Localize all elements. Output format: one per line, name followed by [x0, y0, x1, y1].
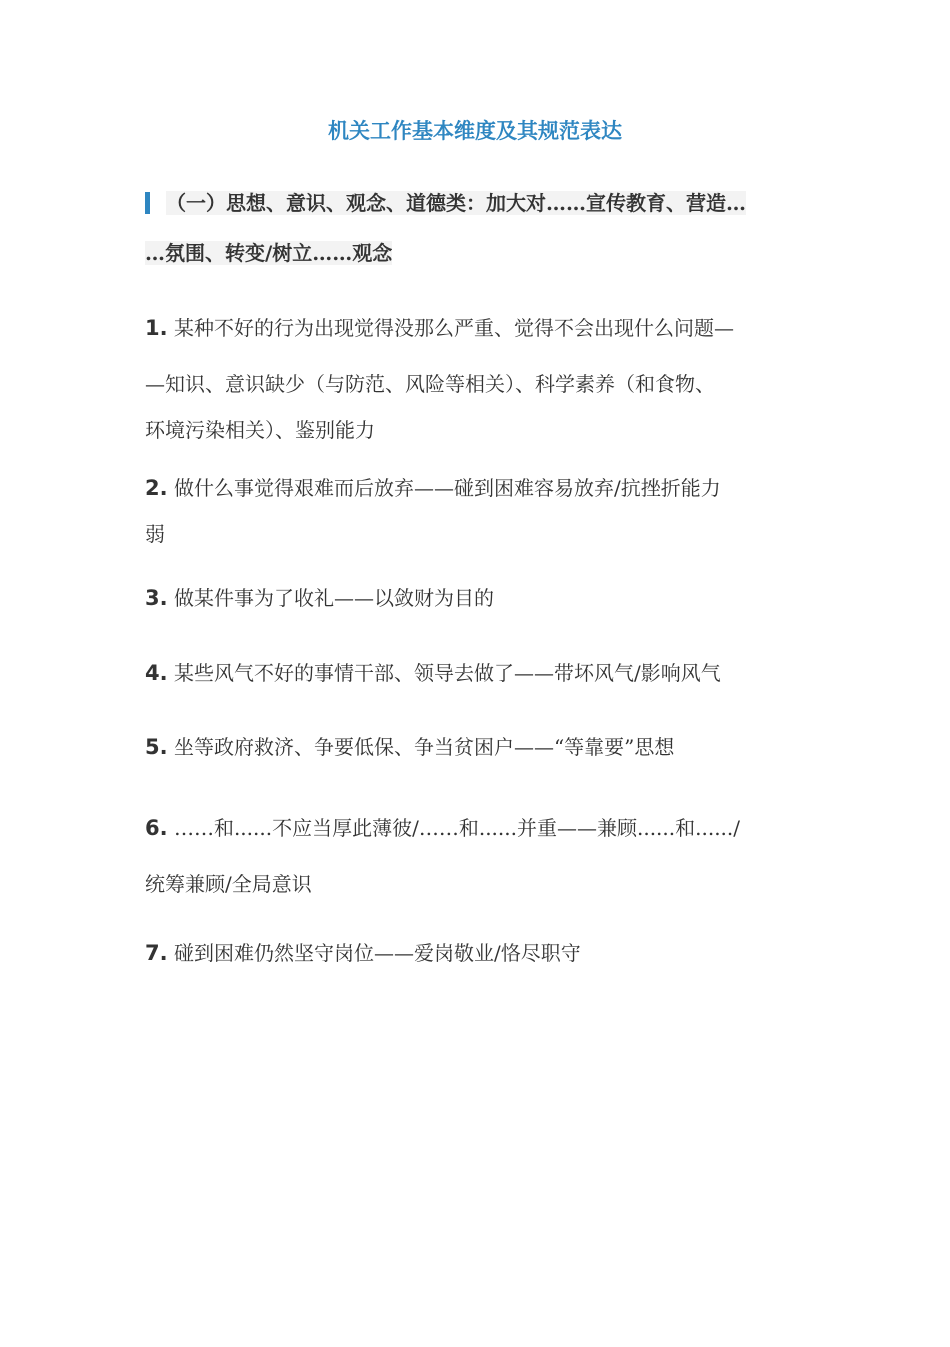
item-number: 6.: [145, 816, 168, 840]
list-item-line: 统筹兼顾/全局意识: [145, 872, 312, 896]
list-item: [145, 302, 805, 456]
item-number: 2.: [145, 476, 168, 500]
list-item: [145, 576, 805, 620]
list-item: [145, 800, 805, 912]
item-number: 5.: [145, 735, 168, 759]
list-item: [145, 931, 805, 975]
list-item-line: [145, 651, 805, 695]
section-heading-text-2: …氛围、转变/树立……观念: [145, 241, 393, 265]
list-item-line: [145, 465, 805, 511]
section-heading: [145, 178, 805, 278]
list-item-line: —知识、意识缺少（与防范、风险等相关）、科学素养（和食物、: [145, 372, 715, 396]
item-text: 做什么事觉得艰难而后放弃——碰到困难容易放弃/抗挫折能力: [173, 476, 721, 500]
item-text: 某些风气不好的事情干部、领导去做了——带坏风气/影响风气: [173, 661, 721, 685]
section-heading-line-1: [145, 178, 805, 228]
list-item-line: [145, 800, 805, 856]
section-accent-bar: [145, 192, 150, 214]
item-text: 坐等政府救济、争要低保、争当贫困户——“等靠要”思想: [173, 735, 675, 759]
item-text: ……和......不应当厚此薄彼/……和......并重——兼顾......和....../: [173, 816, 741, 840]
list-item-line: [145, 576, 805, 620]
section-heading-text-1: （一）思想、意识、观念、道德类：加大对……宣传教育、营造…: [166, 191, 746, 215]
section-heading-line-2: [145, 228, 805, 278]
item-text: 某种不好的行为出现觉得没那么严重、觉得不会出现什么问题—: [173, 316, 734, 340]
list-item-line: [145, 725, 805, 769]
item-number: 1.: [145, 316, 168, 340]
list-item-line: 环境污染相关）、鉴别能力: [145, 418, 375, 442]
list-item-line: [145, 931, 805, 975]
item-text: 碰到困难仍然坚守岗位——爱岗敬业/恪尽职守: [173, 941, 581, 965]
document-title: 机关工作基本维度及其规范表达: [328, 118, 622, 143]
list-item: [145, 725, 805, 769]
list-item: [145, 465, 805, 557]
list-item-line: [145, 302, 805, 354]
list-item-line: 弱: [145, 522, 165, 546]
item-number: 4.: [145, 661, 168, 685]
item-number: 7.: [145, 941, 168, 965]
list-item: [145, 651, 805, 695]
item-text: 做某件事为了收礼——以敛财为目的: [173, 586, 494, 610]
item-number: 3.: [145, 586, 168, 610]
